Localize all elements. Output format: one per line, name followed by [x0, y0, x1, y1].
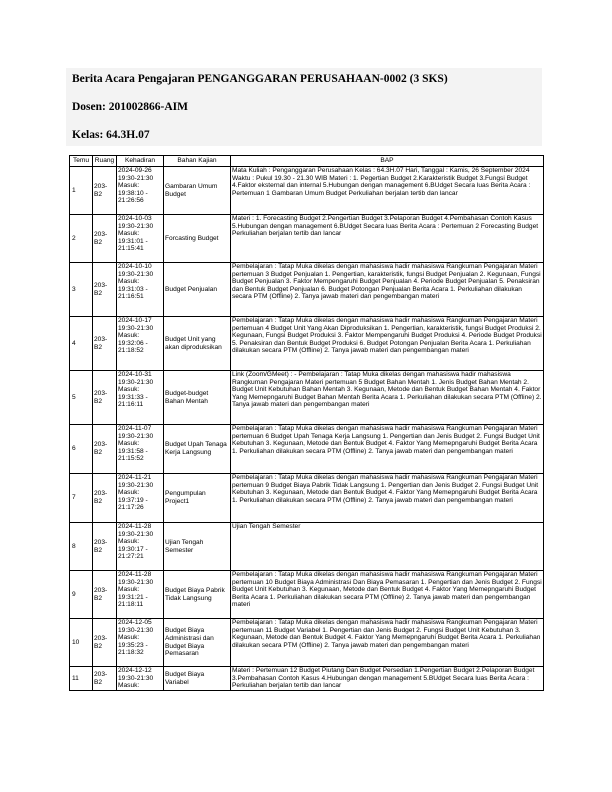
ruang-cell: 203-B2 — [93, 474, 117, 523]
bap-table — [69, 155, 544, 691]
kehadiran-cell: 2024-10-31 19:30-21:30 Masuk: 19:31:33 - 21:16:11 — [117, 371, 164, 425]
ruang-cell: 203-B2 — [93, 215, 117, 263]
col-bap-header: BAP — [231, 156, 544, 167]
bahan-kajian-cell: Ujian Tengah Semester — [164, 523, 231, 571]
bap-cell: Pembelajaran : Tatap Muka dikelas dengan mahasiswa hadir mahasiswa Rangkuman Pengajaran Materi pertemuan 3 Budget Penjualan 1. Pengertian, karakteristik, fungsi Budget Penjualan 2. Kegunaan, Fungsi Budget Penjualan 3. Faktor Mempengaruhi Budget Penjualan 4. Periode Budget Penjualan 5. Penaksiran dan Bentuk Budget Penjualan 6. Budget Potongan Penjualan Berita Acara 1. Perkuliahan dilakukan secara PTM (Offline) 2. Tanya jawab materi dan pengembangan materi — [231, 263, 544, 317]
ruang-cell: 203-B2 — [93, 317, 117, 371]
kehadiran-cell: 2024-12-12 19:30-21:30 Masuk: — [117, 667, 164, 691]
page-bottom-area — [0, 772, 612, 792]
bahan-kajian-cell: Budget Unit yang akan diproduksikan — [164, 317, 231, 371]
table-row — [70, 263, 544, 317]
bap-cell: Link (Zoom/GMeet) : - Pembelajaran : Tatap Muka dikelas dengan mahasiswa hadir mahasiswa Rangkuman Pengajaran Materi pertemuan 5 Budget Bahan Mentah 1. Jenis Budget Bahan Mentah 2. Budget Unit Kebutuhan Bahan Mentah 3. Kegunaan, Metode dan Bentuk Budget Bahan Mentah 4. Faktor Yang Memepngaruhi Budget Bahan Mentah Berita Acara 1. Perkuliahan dilakukan secara PTM (Offline) 2. Tanya jawab materi dan pengembangan materi — [231, 371, 544, 425]
bahan-kajian-cell: Budget Biaya Pabrik Tidak Langsung — [164, 571, 231, 619]
kelas-label: Kelas: 64.3H.07 — [72, 129, 150, 141]
table-row — [70, 619, 544, 667]
bahan-kajian-cell: Forcasting Budget — [164, 215, 231, 263]
bap-cell: Pembelajaran : Tatap Muka dikelas dengan mahasiswa hadir mahasiswa Rangkuman Pengajaran Materi pertemuan 6 Budget Upah Tenaga Kerja Langsung 1. Pengertian dan Jenis Budget 2. Fungsi Budget Unit Kebutuhan 3. Kegunaan, Metode dan Bentuk Budget 4. Faktor Yang Memepngaruhi Budget Berita Acara 1. Perkuliahan dilakukan secara PTM (Offline) 2. Tanya jawab materi dan pengembangan materi — [231, 425, 544, 474]
col-ruang-header: Ruang — [93, 156, 117, 167]
temu-cell: 1 — [70, 167, 93, 215]
bahan-kajian-cell: Gambaran Umum Budget — [164, 167, 231, 215]
temu-cell: 2 — [70, 215, 93, 263]
bahan-kajian-cell: Budget Upah Tenaga Kerja Langsung — [164, 425, 231, 474]
col-temu-header: Temu — [70, 156, 93, 167]
table-row — [70, 215, 544, 263]
bahan-kajian-cell: Budget Biaya Administrasi dan Budget Biaya Pemasaran — [164, 619, 231, 667]
table-row — [70, 425, 544, 474]
dosen-label: Dosen: 201002866-AIM — [72, 101, 188, 113]
document-title: Berita Acara Pengajaran PENGANGGARAN PERUSAHAAN-0002 (3 SKS) — [72, 73, 448, 85]
kehadiran-cell: 2024-11-07 19:30-21:30 Masuk: 19:31:58 - 21:15:52 — [117, 425, 164, 474]
table-row — [70, 371, 544, 425]
ruang-cell: 203-B2 — [93, 371, 117, 425]
temu-cell: 6 — [70, 425, 93, 474]
temu-cell: 10 — [70, 619, 93, 667]
kehadiran-cell: 2024-11-21 19:30-21:30 Masuk: 19:37:19 - 21:17:26 — [117, 474, 164, 523]
bap-cell: Pembelajaran : Tatap Muka dikelas dengan mahasiswa hadir mahasiswa Rangkuman Pengajaran Materi pertemuan 9 Budget Biaya Pabrik Tidak Langsung 1. Pengertian dan Jenis Budget 2. Fungsi Budget Unit Kebutuhan 3. Kegunaan, Metode dan Bentuk Budget 4. Faktor Yang Memepngaruhi Budget Berita Acara 1. Perkuliahan dilakukan secara PTM (Offline) 2. Tanya jawab materi dan pengembangan materi — [231, 474, 544, 523]
bahan-kajian-cell: Budget-budget Bahan Mentah — [164, 371, 231, 425]
bap-cell: Ujian Tengah Semester — [231, 523, 544, 571]
table-header-row — [70, 156, 544, 167]
ruang-cell: 203-B2 — [93, 167, 117, 215]
ruang-cell: 203-B2 — [93, 571, 117, 619]
temu-cell: 9 — [70, 571, 93, 619]
kehadiran-cell: 2024-09-26 19:30-21:30 Masuk: 19:38:10 - 21:26:56 — [117, 167, 164, 215]
temu-cell: 8 — [70, 523, 93, 571]
kehadiran-cell: 2024-10-03 19:30-21:30 Masuk: 19:31:01 - 21:15:41 — [117, 215, 164, 263]
ruang-cell: 203-B2 — [93, 667, 117, 691]
table-row — [70, 474, 544, 523]
bap-cell: Materi : Pertemuan 12 Budget Piutang Dan Budget Persedian 1.Pengertian Budget 2.Pelaporan Budget 3.Pembahasan Contoh Kasus 4.Hubungan dengan management 5.BUdget Secara luas Berita Acara : Perkuliahan berjalan tertib dan lancar — [231, 667, 544, 691]
col-bahan-header: Bahan Kajian — [164, 156, 231, 167]
ruang-cell: 203-B2 — [93, 619, 117, 667]
bahan-kajian-cell: Budget Penjualan — [164, 263, 231, 317]
table-row — [70, 523, 544, 571]
bahan-kajian-cell: Pengumpulan Project1 — [164, 474, 231, 523]
temu-cell: 11 — [70, 667, 93, 691]
table-row — [70, 317, 544, 371]
bap-cell: Materi : 1. Forecasting Budget 2.Pengertian Budget 3.Pelaporan Budget 4.Pembahasan Contoh Kasus 5.Hubungan dengan management 6.BUdget Secara luas Berita Acara : Pertemuan 2 Forecasting Budget Perkuliahan berjalan tertib dan lancar — [231, 215, 544, 263]
temu-cell: 4 — [70, 317, 93, 371]
kehadiran-cell: 2024-12-05 19:30-21:30 Masuk: 19:35:23 - 21:18:32 — [117, 619, 164, 667]
bap-cell: Mata Kuliah : Penganggaran Perusahaan Kelas : 64.3H.07 Hari, Tanggal : Kamis, 26 September 2024 Waktu : Pukul 19.30 - 21.30 WIB Materi : 1. Pegertian Budget 2.Karakteristik Budget 3.Fungsi Budget 4.Faktor eksternal dan internal 5.Hubungan dengan management 6.BUdget Secara luas Berita Acara : Pertemuan 1 Gambaran Umum Budget Perkuliahan berjalan tertib dan lancar — [231, 167, 544, 215]
kehadiran-cell: 2024-10-10 19:30-21:30 Masuk: 19:31:03 - 21:16:51 — [117, 263, 164, 317]
page-top-area — [0, 0, 612, 60]
bap-cell: Pembelajaran : Tatap Muka dikelas dengan mahasiswa hadir mahasiswa Rangkuman Pengajaran Materi pertemuan 4 Budget Unit Yang Akan Diproduksikan 1. Pengertian, karakteristik, fungsi Budget Produksi 2. Kegunaan, Fungsi Budget Produksi 3. Faktor Mempengaruhi Budget Produksi 4. Periode Budget Produksi 5. Penaksiran dan Bentuk Budget Produksi 6. Budget Potongan Penjualan Berita Acara 1. Perkuliahan dilakukan secara PTM (Offline) 2. Tanya jawab materi dan pengembangan materi — [231, 317, 544, 371]
ruang-cell: 203-B2 — [93, 425, 117, 474]
bap-cell: Pembelajaran : Tatap Muka dikelas dengan mahasiswa hadir mahasiswa Rangkuman Pengajaran Materi pertemuan 11 Budget Variabel 1. Pengertian dan Jenis Budget 2. Fungsi Budget Unit Kebutuhan 3. Kegunaan, Metode dan Bentuk Budget 4. Faktor Yang Memepngaruhi Budget Berita Acara 1. Perkuliahan dilakukan secara PTM (Offline) 2. Tanya jawab materi dan pengembangan materi — [231, 619, 544, 667]
kehadiran-cell: 2024-10-17 19:30-21:30 Masuk: 19:32:06 - 21:18:52 — [117, 317, 164, 371]
temu-cell: 5 — [70, 371, 93, 425]
temu-cell: 7 — [70, 474, 93, 523]
bahan-kajian-cell: Budget Biaya Variabel — [164, 667, 231, 691]
col-kehadiran-header: Kehadiran — [117, 156, 164, 167]
table-row — [70, 571, 544, 619]
kehadiran-cell: 2024-11-28 19:30-21:30 Masuk: 19:31:21 - 21:18:11 — [117, 571, 164, 619]
kehadiran-cell: 2024-11-28 19:30-21:30 Masuk: 19:30:17 - 21:27:21 — [117, 523, 164, 571]
table-row — [70, 667, 544, 691]
ruang-cell: 203-B2 — [93, 263, 117, 317]
temu-cell: 3 — [70, 263, 93, 317]
table-row — [70, 167, 544, 215]
bap-cell: Pembelajaran : Tatap Muka dikelas dengan mahasiswa hadir mahasiswa Rangkuman Pengajaran Materi pertemuan 10 Budget Biaya Administrasi Dan Biaya Pemasaran 1. Pengertian dan Jenis Budget 2. Fungsi Budget Unit Kebutuhan 3. Kegunaan, Metode dan Bentuk Budget 4. Faktor Yang Memepngaruhi Budget Berita Acara 1. Perkuliahan dilakukan secara PTM (Offline) 2. Tanya jawab materi dan pengembangan materi — [231, 571, 544, 619]
ruang-cell: 203-B2 — [93, 523, 117, 571]
